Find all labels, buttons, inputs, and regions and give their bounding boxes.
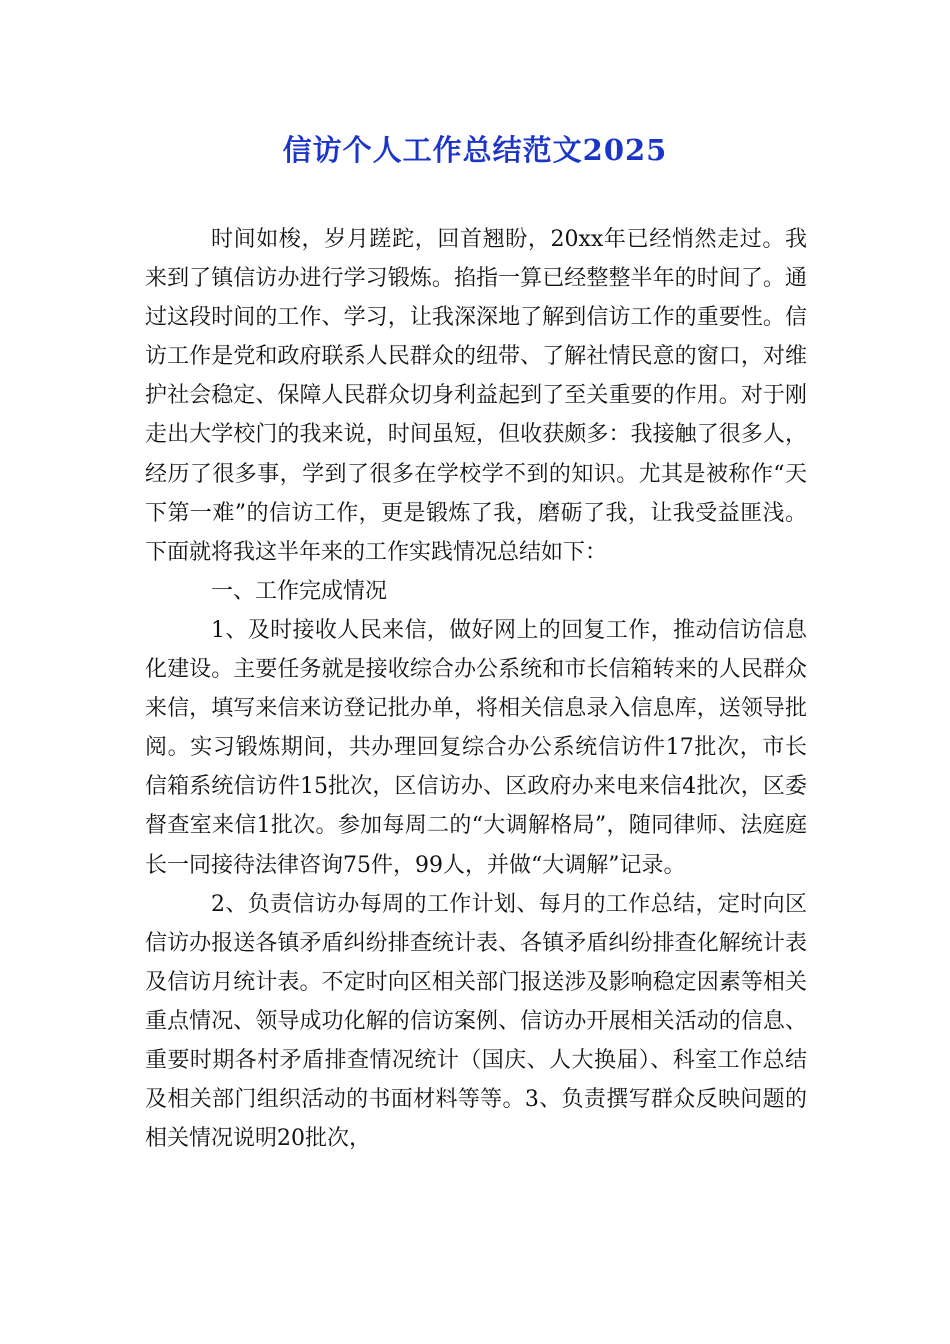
document-title: 信访个人工作总结范文2025 — [282, 133, 668, 167]
paragraph-item-2: 2、负责信访办每周的工作计划、每月的工作总结，定时向区信访办报送各镇矛盾纠纷排查统计表、各镇矛盾纠纷排查化解统计表及信访月统计表。不定时向区相关部门报送涉及影响稳定因素等相关重点情况、领导成功化解的信访案例、信访办开展相关活动的信息、重要时期各村矛盾排查情况统计（国庆、人大换届）、科室工作总结及相关部门组织活动的书面材料等等。3、负责撰写群众反映问题的相关情况说明20批次， — [145, 891, 807, 1152]
document-body — [145, 220, 807, 1158]
section-heading: 一、工作完成情况 — [211, 578, 388, 604]
paragraph-item-1: 1、及时接收人民来信，做好网上的回复工作，推动信访信息化建设。主要任务就是接收综合办公系统和市长信箱转来的人民群众来信，填写来信来访登记批办单，将相关信息录入信息库，送领导批阅。实习锻炼期间，共办理回复综合办公系统信访件17批次，市长信箱系统信访件15批次，区信访办、区政府办来电来信4批次，区委督查室来信1批次。参加每周二的“大调解格局”，随同律师、法庭庭长一同接待法律咨询75件，99人，并做“大调解”记录。 — [145, 617, 807, 878]
paragraph-intro: 时间如梭，岁月蹉跎，回首翘盼，20xx年已经悄然走过。我来到了镇信访办进行学习锻炼。掐指一算已经整整半年的时间了。通过这段时间的工作、学习，让我深深地了解到信访工作的重要性。信访工作是党和政府联系人民群众的纽带、了解社情民意的窗口，对维护社会稳定、保障人民群众切身利益起到了至关重要的作用。对于刚走出大学校门的我来说，时间虽短，但收获颇多：我接触了很多人，经历了很多事，学到了很多在学校学不到的知识。尤其是被称作“天下第一难”的信访工作，更是锻炼了我，磨砺了我，让我受益匪浅。下面就将我这半年来的工作实践情况总结如下： — [145, 227, 807, 565]
